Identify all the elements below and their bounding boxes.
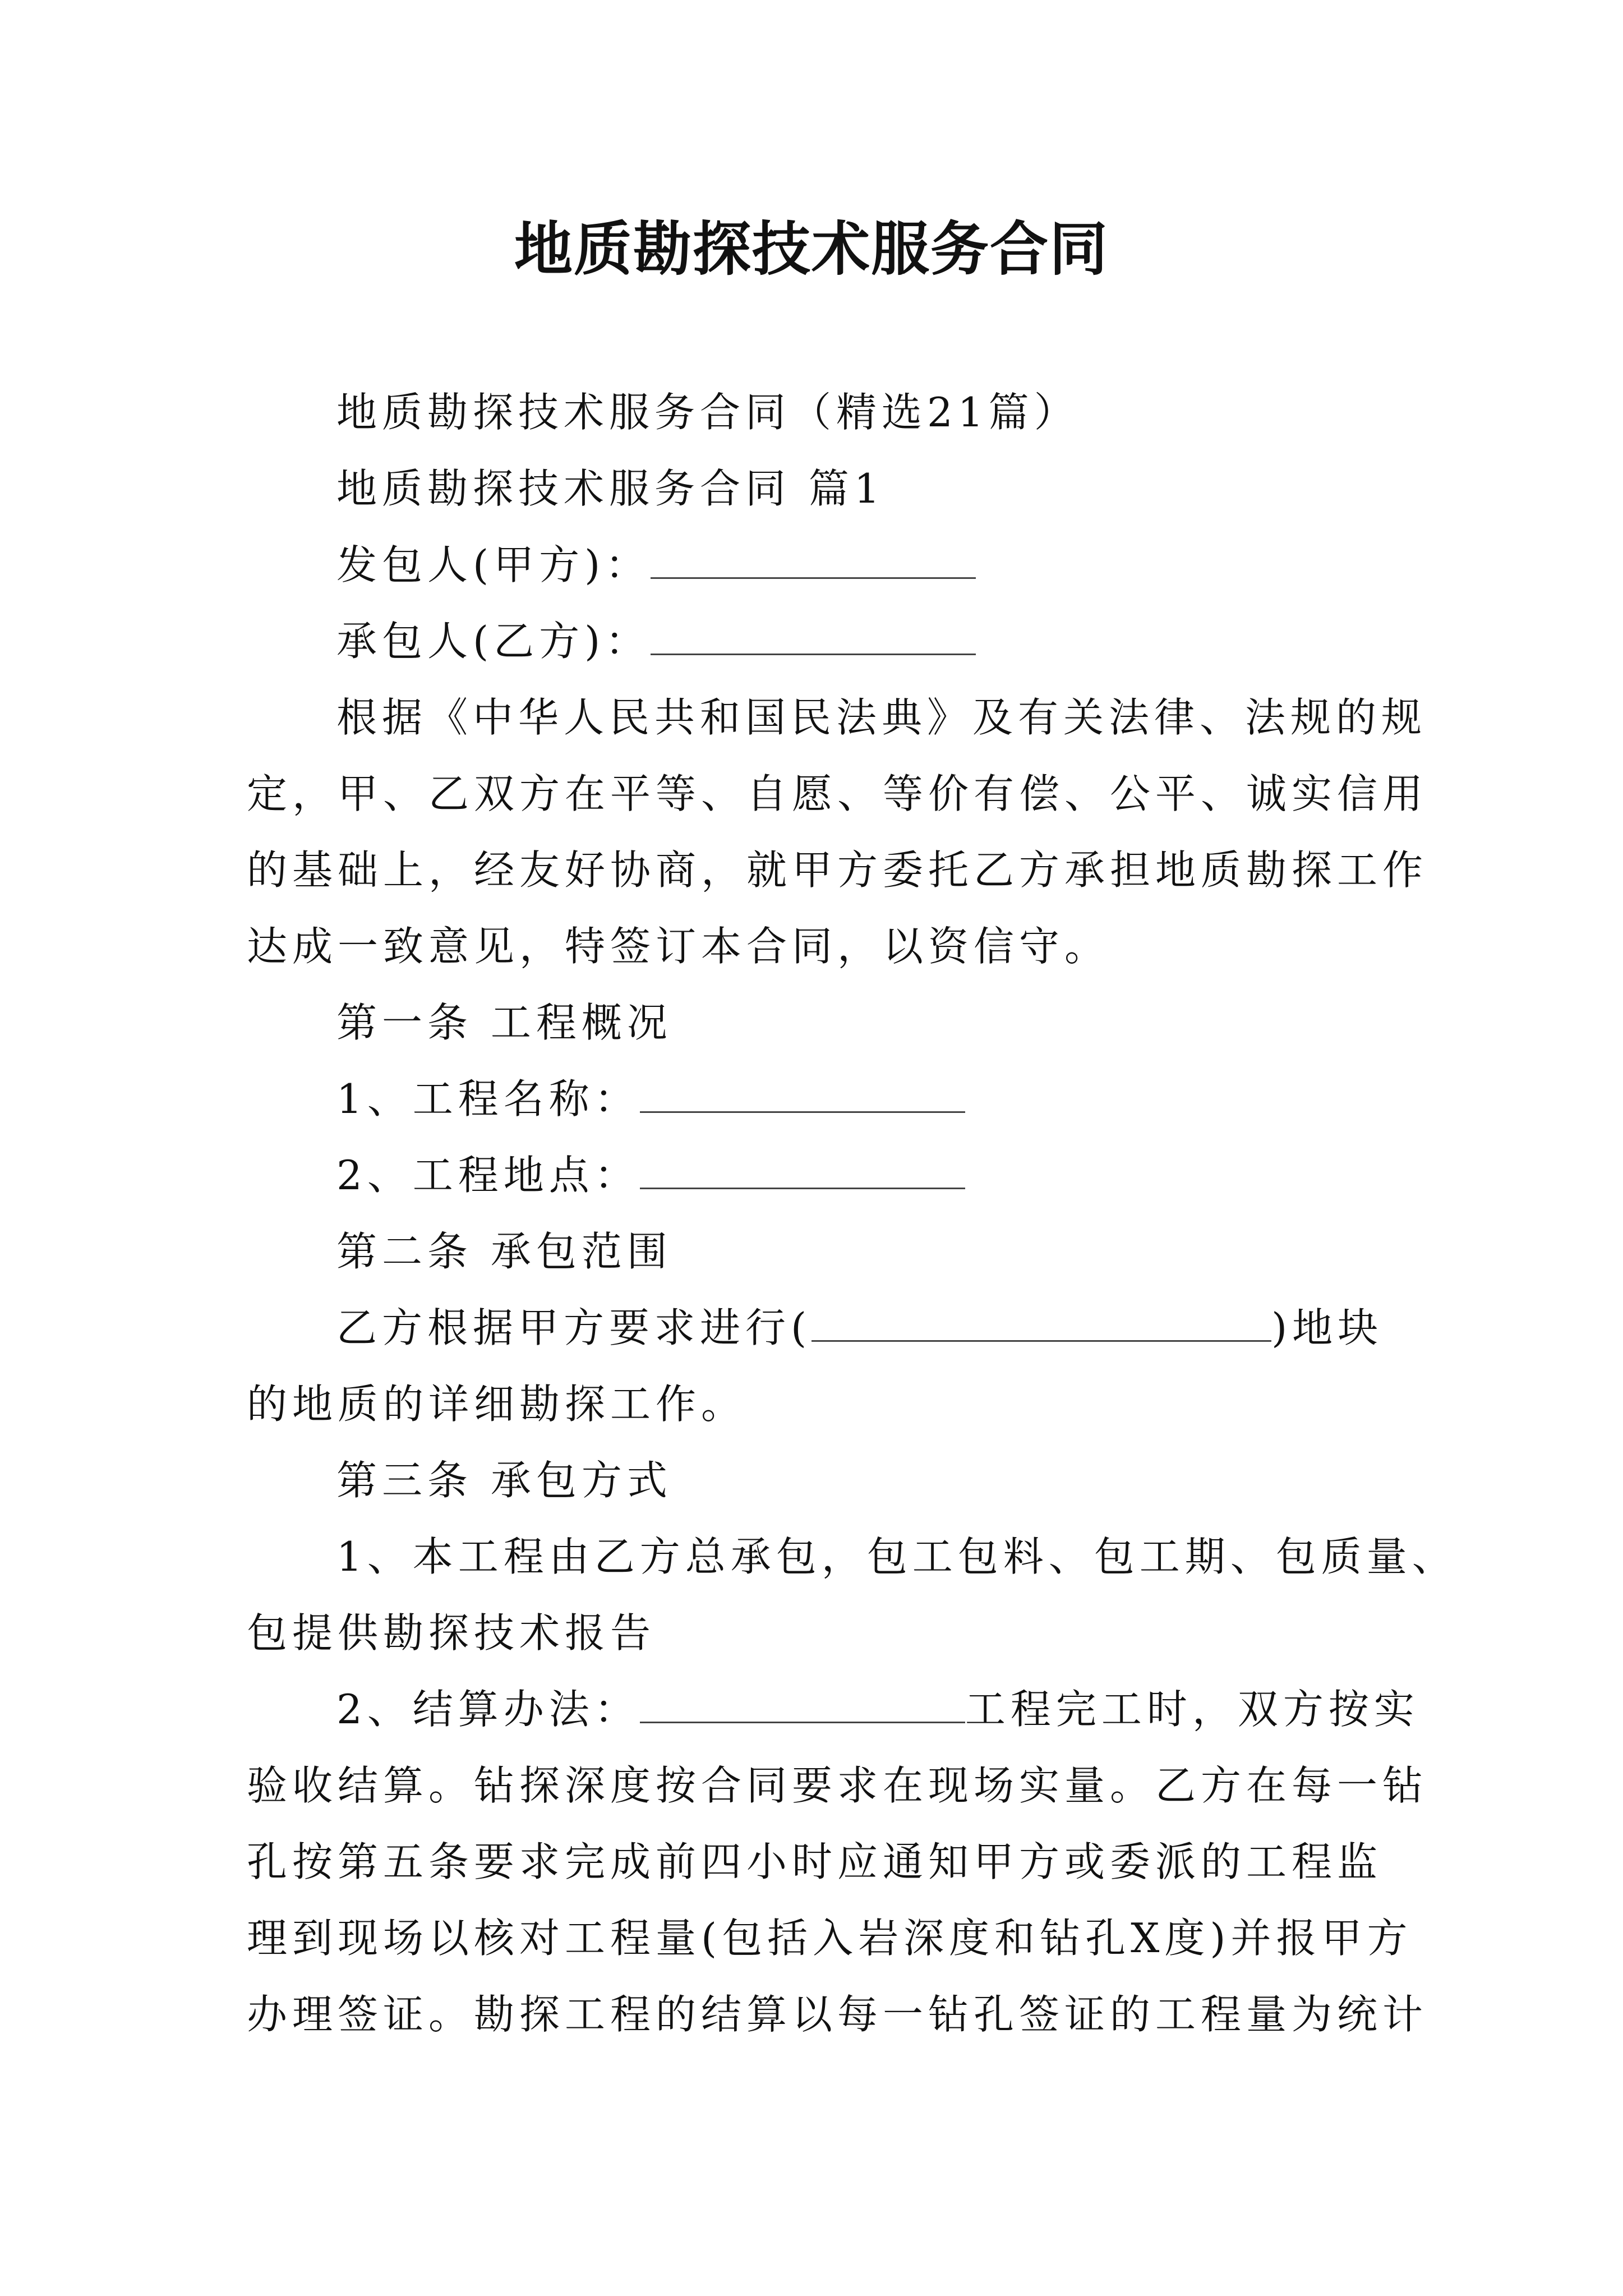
paragraph-text: 的地质的详细勘探工作。 — [247, 1381, 747, 1428]
document-title: 地质勘探技术服务合同 — [514, 215, 1109, 283]
paragraph-text: 理到现场以核对工程量(包括入岩深度和钻孔X度)并报甲方 — [247, 1915, 1413, 1962]
settlement-label: 2、结算办法： — [336, 1686, 640, 1733]
settlement-blank — [640, 1688, 965, 1723]
paragraph-text: 验收结算。钻探深度按合同要求在现场实量。乙方在每一钻 — [247, 1762, 1428, 1809]
subtitle-part-1: 地质勘探技术服务合同 篇1 — [336, 465, 885, 512]
party-a-blank — [651, 544, 976, 579]
paragraph-text: 达成一致意见，特签订本合同，以资信守。 — [247, 923, 1110, 970]
project-location-label: 2、工程地点： — [336, 1152, 640, 1199]
paragraph-text: 包提供勘探技术报告 — [247, 1609, 656, 1657]
party-b-label: 承包人(乙方)： — [336, 618, 651, 665]
paragraph-text: 根据《中华人民共和国民法典》及有关法律、法规的规 — [336, 694, 1427, 741]
article-heading: 第三条 承包方式 — [336, 1457, 672, 1504]
paragraph-text: 的基础上，经友好协商，就甲方委托乙方承担地质勘探工作 — [247, 846, 1428, 894]
project-name-label: 1、工程名称： — [336, 1075, 640, 1122]
scope-text-start: 乙方根据甲方要求进行( — [336, 1304, 812, 1351]
project-name-blank — [640, 1078, 965, 1113]
paragraph-text: 办理签证。勘探工程的结算以每一钻孔签证的工程量为统计 — [247, 1991, 1428, 2038]
party-a-label: 发包人(甲方)： — [336, 541, 651, 588]
settlement-text: 工程完工时，双方按实 — [965, 1686, 1419, 1733]
settlement-line — [336, 1684, 1419, 1734]
paragraph-text: 1、本工程由乙方总承包，包工包料、包工期、包质量、 — [336, 1533, 1458, 1580]
project-location-line — [336, 1150, 965, 1200]
article-heading: 第一条 工程概况 — [336, 999, 672, 1046]
project-location-blank — [640, 1154, 965, 1189]
article-heading: 第二条 承包范围 — [336, 1228, 672, 1275]
paragraph-text: 孔按第五条要求完成前四小时应通知甲方或委派的工程监 — [247, 1838, 1383, 1885]
scope-line — [336, 1303, 1383, 1353]
party-a-line — [336, 540, 976, 590]
project-name-line — [336, 1074, 965, 1124]
party-b-blank — [651, 620, 976, 655]
scope-blank — [811, 1306, 1271, 1342]
subtitle-collection: 地质勘探技术服务合同（精选21篇） — [336, 389, 1080, 436]
scope-text-end: )地块 — [1271, 1304, 1384, 1351]
paragraph-text: 定，甲、乙双方在平等、自愿、等价有偿、公平、诚实信用 — [247, 770, 1428, 817]
party-b-line — [336, 616, 976, 666]
